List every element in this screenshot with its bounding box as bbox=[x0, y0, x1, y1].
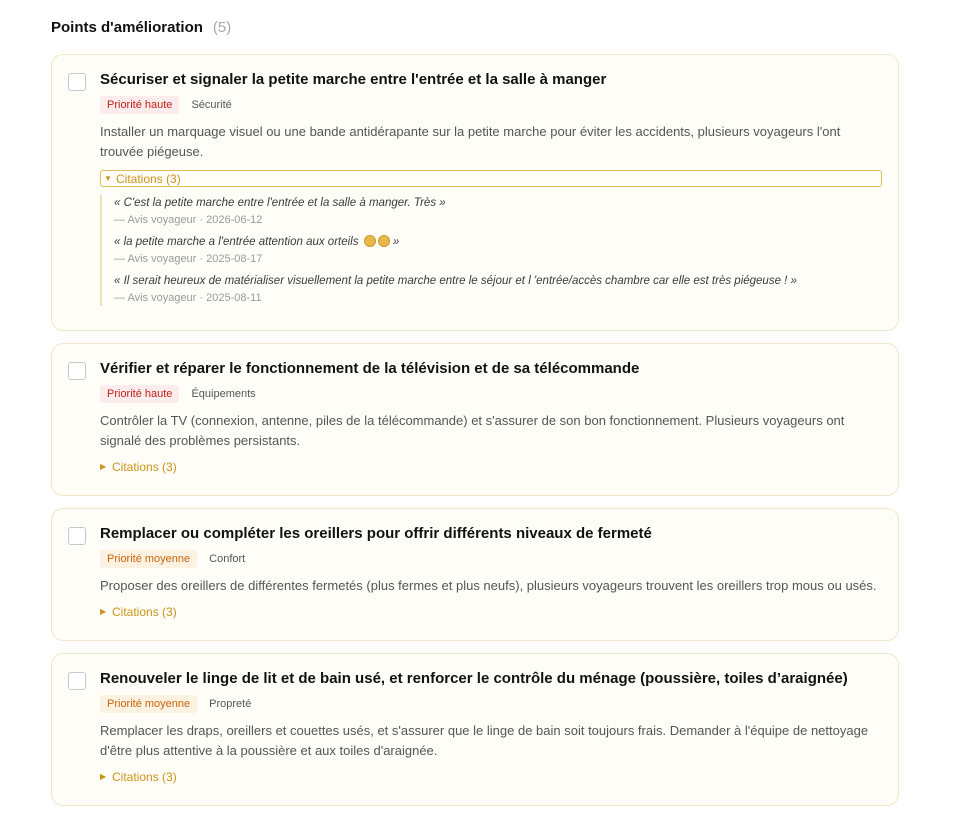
grimace-emoji-icon bbox=[364, 235, 376, 247]
card-tags bbox=[100, 385, 882, 403]
quote-meta: — Avis voyageur · 2026-06-12 bbox=[114, 214, 263, 226]
card-checkbox[interactable] bbox=[68, 73, 86, 91]
improvement-card bbox=[51, 508, 899, 641]
card-description: Remplacer les draps, oreillers et couettes usés, et s'assurer que le linge de bain soit toujours frais. Demander à l'équipe de nettoyage d'être plus attentive à la poussière et aux toiles d'araignée. bbox=[100, 723, 869, 758]
card-description: Contrôler la TV (connexion, antenne, piles de la télécommande) et s'assurer de son bon fonctionnement. Plusieurs voyageurs ont signalé des problèmes persistants. bbox=[100, 413, 845, 448]
quote-text-end: » bbox=[389, 236, 400, 248]
card-description: Proposer des oreillers de différentes fermetés (plus fermes et plus neufs), plusieurs voyageurs trouvent les oreillers trop mous ou usés. bbox=[100, 578, 877, 593]
category-tag: Confort bbox=[209, 553, 246, 565]
priority-badge: Priorité haute bbox=[100, 96, 179, 114]
section-title: Points d'amélioration bbox=[51, 18, 203, 36]
category-tag: Équipements bbox=[191, 388, 256, 400]
card-tags bbox=[100, 96, 882, 114]
citations-label: Citations (3) bbox=[112, 605, 177, 619]
card-tags bbox=[100, 695, 882, 713]
section-count: (5) bbox=[212, 18, 232, 36]
citations-toggle[interactable] bbox=[100, 604, 882, 620]
citations-list bbox=[100, 195, 882, 306]
quote-meta: — Avis voyageur · 2025-08-11 bbox=[114, 292, 262, 304]
priority-badge: Priorité moyenne bbox=[100, 550, 197, 568]
category-tag: Sécurité bbox=[191, 99, 232, 111]
card-title: Remplacer ou compléter les oreillers pour offrir différents niveaux de fermeté bbox=[100, 525, 652, 542]
card-checkbox[interactable] bbox=[68, 362, 86, 380]
card-checkbox[interactable] bbox=[68, 672, 86, 690]
section-header bbox=[51, 0, 899, 54]
citations-toggle[interactable] bbox=[100, 459, 882, 475]
card-description: Installer un marquage visuel ou une bande antidérapante sur la petite marche pour éviter les accidents, plusieurs voyageurs l'ont trouvée piégeuse. bbox=[100, 124, 841, 159]
improvement-card bbox=[51, 343, 899, 496]
triangle-right-icon: ▶ bbox=[100, 607, 107, 616]
card-tags bbox=[100, 550, 882, 568]
quote-item bbox=[114, 273, 882, 306]
citations-label: Citations (3) bbox=[112, 460, 177, 474]
category-tag: Propreté bbox=[209, 698, 252, 710]
card-title: Sécuriser et signaler la petite marche entre l'entrée et la salle à manger bbox=[100, 71, 607, 88]
triangle-down-icon: ▼ bbox=[104, 173, 112, 183]
card-title: Vérifier et réparer le fonctionnement de la télévision et de sa télécommande bbox=[100, 360, 640, 377]
triangle-right-icon: ▶ bbox=[100, 462, 107, 471]
quote-text: « la petite marche a l'entrée attention aux orteils bbox=[114, 236, 359, 248]
citations-toggle[interactable] bbox=[100, 769, 882, 785]
citations-toggle[interactable] bbox=[100, 170, 882, 187]
citations-label: Citations (3) bbox=[116, 171, 181, 186]
priority-badge: Priorité haute bbox=[100, 385, 179, 403]
quote-text: « Il serait heureux de matérialiser visuellement la petite marche entre le séjour et l 'entrée/accès chambre car elle est très piégeuse ! » bbox=[114, 275, 797, 287]
quote-meta: — Avis voyageur · 2025-08-17 bbox=[114, 253, 263, 265]
improvement-card bbox=[51, 54, 899, 331]
citations-label: Citations (3) bbox=[112, 770, 177, 784]
improvement-card bbox=[51, 653, 899, 806]
priority-badge: Priorité moyenne bbox=[100, 695, 197, 713]
card-checkbox[interactable] bbox=[68, 527, 86, 545]
triangle-right-icon: ▶ bbox=[100, 772, 107, 781]
improvements-page bbox=[51, 0, 899, 818]
quote-text: « C'est la petite marche entre l'entrée et la salle à manger. Très » bbox=[114, 197, 446, 209]
grimace-emoji-icon bbox=[378, 235, 390, 247]
quote-item bbox=[114, 234, 882, 267]
quote-item bbox=[114, 195, 882, 228]
quote-text-line bbox=[114, 234, 882, 250]
card-title: Renouveler le linge de lit et de bain usé, et renforcer le contrôle du ménage (poussière, toiles d’araignée) bbox=[100, 670, 848, 687]
